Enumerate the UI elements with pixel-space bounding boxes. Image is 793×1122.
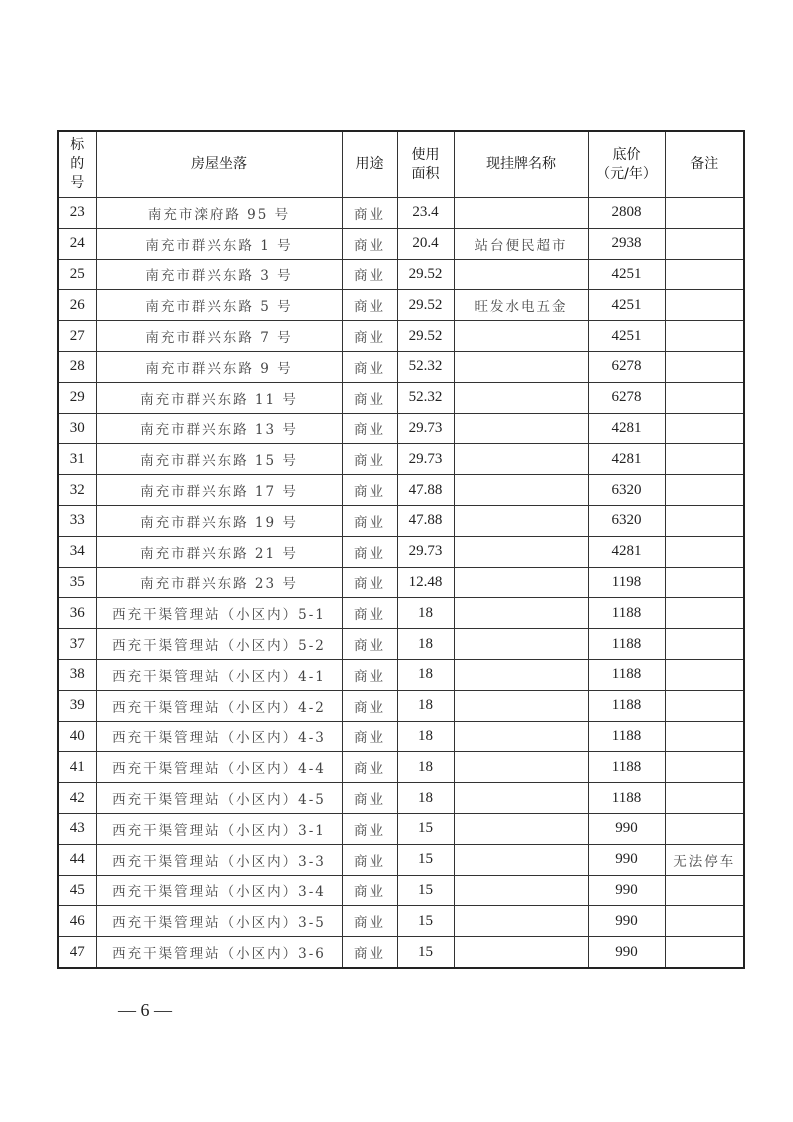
table-row	[58, 937, 744, 968]
table-row	[58, 505, 744, 536]
table-row	[58, 444, 744, 475]
table-row	[58, 536, 744, 567]
cell-use: 商业	[342, 444, 397, 475]
cell-note	[665, 937, 744, 968]
cell-no: 27	[58, 321, 96, 352]
cell-price: 1188	[588, 598, 665, 629]
cell-price: 4281	[588, 444, 665, 475]
cell-no: 35	[58, 567, 96, 598]
cell-price: 1188	[588, 659, 665, 690]
cell-use: 商业	[342, 875, 397, 906]
cell-no: 45	[58, 875, 96, 906]
cell-address: 西充干渠管理站（小区内）3-5	[96, 906, 342, 937]
cell-area: 12.48	[397, 567, 454, 598]
cell-use: 商业	[342, 844, 397, 875]
cell-address: 西充干渠管理站（小区内）3-6	[96, 937, 342, 968]
cell-use: 商业	[342, 567, 397, 598]
property-table	[57, 130, 745, 969]
table-row	[58, 721, 744, 752]
cell-note	[665, 567, 744, 598]
cell-sign	[454, 937, 588, 968]
cell-no: 37	[58, 629, 96, 660]
cell-area: 18	[397, 598, 454, 629]
cell-area: 20.4	[397, 228, 454, 259]
table-row	[58, 813, 744, 844]
cell-price: 1188	[588, 783, 665, 814]
cell-address: 南充市群兴东路 13 号	[96, 413, 342, 444]
cell-use: 商业	[342, 382, 397, 413]
cell-area: 15	[397, 844, 454, 875]
cell-no: 42	[58, 783, 96, 814]
table-row	[58, 875, 744, 906]
cell-no: 29	[58, 382, 96, 413]
cell-area: 18	[397, 752, 454, 783]
table-row	[58, 629, 744, 660]
table-row	[58, 906, 744, 937]
header-row	[58, 131, 744, 198]
cell-note	[665, 290, 744, 321]
cell-note	[665, 752, 744, 783]
cell-note	[665, 444, 744, 475]
cell-no: 25	[58, 259, 96, 290]
cell-sign	[454, 259, 588, 290]
cell-note	[665, 629, 744, 660]
cell-note	[665, 813, 744, 844]
cell-use: 商业	[342, 937, 397, 968]
header-address: 房屋坐落	[96, 131, 342, 198]
cell-sign	[454, 567, 588, 598]
cell-no: 43	[58, 813, 96, 844]
cell-price: 1188	[588, 721, 665, 752]
cell-price: 990	[588, 937, 665, 968]
cell-no: 41	[58, 752, 96, 783]
cell-no: 23	[58, 198, 96, 229]
cell-address: 西充干渠管理站（小区内）4-4	[96, 752, 342, 783]
cell-no: 47	[58, 937, 96, 968]
cell-address: 南充市群兴东路 17 号	[96, 475, 342, 506]
cell-address: 西充干渠管理站（小区内）3-3	[96, 844, 342, 875]
cell-address: 西充干渠管理站（小区内）4-1	[96, 659, 342, 690]
cell-area: 18	[397, 690, 454, 721]
table-row	[58, 290, 744, 321]
table-row	[58, 382, 744, 413]
cell-use: 商业	[342, 906, 397, 937]
cell-address: 南充市群兴东路 15 号	[96, 444, 342, 475]
cell-no: 38	[58, 659, 96, 690]
cell-no: 40	[58, 721, 96, 752]
cell-address: 西充干渠管理站（小区内）3-1	[96, 813, 342, 844]
cell-address: 南充市群兴东路 9 号	[96, 351, 342, 382]
cell-area: 18	[397, 721, 454, 752]
table-row	[58, 844, 744, 875]
cell-price: 990	[588, 813, 665, 844]
cell-use: 商业	[342, 351, 397, 382]
cell-address: 西充干渠管理站（小区内）5-2	[96, 629, 342, 660]
cell-no: 26	[58, 290, 96, 321]
cell-sign	[454, 475, 588, 506]
cell-area: 52.32	[397, 351, 454, 382]
cell-no: 28	[58, 351, 96, 382]
cell-use: 商业	[342, 752, 397, 783]
cell-use: 商业	[342, 629, 397, 660]
cell-use: 商业	[342, 228, 397, 259]
cell-price: 990	[588, 844, 665, 875]
cell-address: 南充市滦府路 95 号	[96, 198, 342, 229]
cell-use: 商业	[342, 721, 397, 752]
cell-note	[665, 536, 744, 567]
cell-price: 1198	[588, 567, 665, 598]
cell-address: 西充干渠管理站（小区内）4-3	[96, 721, 342, 752]
header-price	[588, 131, 665, 198]
header-area-line: 面积	[411, 165, 440, 182]
header-no-line: 号	[70, 175, 85, 191]
cell-area: 29.52	[397, 259, 454, 290]
table-row	[58, 351, 744, 382]
cell-use: 商业	[342, 198, 397, 229]
cell-sign: 旺发水电五金	[454, 290, 588, 321]
table-row	[58, 228, 744, 259]
cell-area: 29.52	[397, 290, 454, 321]
cell-area: 15	[397, 813, 454, 844]
table-row	[58, 690, 744, 721]
cell-sign	[454, 844, 588, 875]
cell-price: 4251	[588, 290, 665, 321]
cell-note	[665, 382, 744, 413]
cell-use: 商业	[342, 690, 397, 721]
table-body	[58, 198, 744, 968]
header-sign: 现挂牌名称	[454, 131, 588, 198]
cell-sign	[454, 598, 588, 629]
cell-note	[665, 351, 744, 382]
header-area	[397, 131, 454, 198]
page-number: — 6 —	[118, 1000, 172, 1020]
cell-area: 47.88	[397, 475, 454, 506]
cell-no: 30	[58, 413, 96, 444]
cell-no: 31	[58, 444, 96, 475]
cell-no: 34	[58, 536, 96, 567]
cell-note	[665, 198, 744, 229]
cell-price: 4281	[588, 536, 665, 567]
table-row	[58, 598, 744, 629]
header-price-line: 底价	[612, 146, 641, 163]
cell-area: 18	[397, 629, 454, 660]
cell-note	[665, 690, 744, 721]
cell-sign	[454, 752, 588, 783]
cell-use: 商业	[342, 259, 397, 290]
cell-address: 南充市群兴东路 11 号	[96, 382, 342, 413]
cell-note	[665, 906, 744, 937]
cell-area: 52.32	[397, 382, 454, 413]
cell-sign	[454, 321, 588, 352]
cell-area: 29.52	[397, 321, 454, 352]
cell-sign	[454, 690, 588, 721]
table-row	[58, 783, 744, 814]
cell-sign	[454, 721, 588, 752]
cell-address: 南充市群兴东路 3 号	[96, 259, 342, 290]
cell-area: 29.73	[397, 444, 454, 475]
cell-address: 南充市群兴东路 23 号	[96, 567, 342, 598]
cell-sign	[454, 813, 588, 844]
cell-price: 1188	[588, 629, 665, 660]
cell-price: 990	[588, 906, 665, 937]
cell-sign	[454, 875, 588, 906]
cell-price: 4281	[588, 413, 665, 444]
header-note: 备注	[665, 131, 744, 198]
cell-area: 15	[397, 906, 454, 937]
cell-use: 商业	[342, 290, 397, 321]
cell-address: 南充市群兴东路 5 号	[96, 290, 342, 321]
cell-no: 36	[58, 598, 96, 629]
cell-price: 4251	[588, 259, 665, 290]
cell-note	[665, 875, 744, 906]
cell-use: 商业	[342, 505, 397, 536]
table-row	[58, 567, 744, 598]
cell-note	[665, 659, 744, 690]
cell-area: 29.73	[397, 536, 454, 567]
table-row	[58, 259, 744, 290]
cell-price: 990	[588, 875, 665, 906]
cell-note	[665, 505, 744, 536]
cell-no: 24	[58, 228, 96, 259]
cell-sign	[454, 629, 588, 660]
table-row	[58, 321, 744, 352]
cell-area: 47.88	[397, 505, 454, 536]
cell-price: 1188	[588, 752, 665, 783]
header-no-line: 的	[70, 156, 85, 172]
cell-price: 6278	[588, 382, 665, 413]
table-row	[58, 475, 744, 506]
cell-note: 无法停车	[665, 844, 744, 875]
cell-note	[665, 721, 744, 752]
cell-address: 南充市群兴东路 21 号	[96, 536, 342, 567]
cell-price: 2808	[588, 198, 665, 229]
cell-sign	[454, 659, 588, 690]
cell-use: 商业	[342, 598, 397, 629]
cell-address: 西充干渠管理站（小区内）5-1	[96, 598, 342, 629]
cell-address: 西充干渠管理站（小区内）4-2	[96, 690, 342, 721]
cell-use: 商业	[342, 659, 397, 690]
cell-use: 商业	[342, 413, 397, 444]
cell-sign	[454, 505, 588, 536]
cell-price: 4251	[588, 321, 665, 352]
cell-sign	[454, 351, 588, 382]
cell-note	[665, 598, 744, 629]
cell-price: 6278	[588, 351, 665, 382]
cell-use: 商业	[342, 813, 397, 844]
cell-no: 44	[58, 844, 96, 875]
cell-note	[665, 259, 744, 290]
header-price-line: （元/年）	[596, 165, 657, 182]
cell-sign	[454, 906, 588, 937]
cell-use: 商业	[342, 783, 397, 814]
cell-address: 南充市群兴东路 19 号	[96, 505, 342, 536]
table-row	[58, 659, 744, 690]
cell-use: 商业	[342, 321, 397, 352]
cell-note	[665, 413, 744, 444]
cell-price: 1188	[588, 690, 665, 721]
cell-address: 西充干渠管理站（小区内）3-4	[96, 875, 342, 906]
cell-no: 46	[58, 906, 96, 937]
cell-no: 39	[58, 690, 96, 721]
cell-no: 33	[58, 505, 96, 536]
table-row	[58, 198, 744, 229]
cell-price: 6320	[588, 505, 665, 536]
cell-no: 32	[58, 475, 96, 506]
table-row	[58, 413, 744, 444]
cell-area: 15	[397, 937, 454, 968]
cell-use: 商业	[342, 475, 397, 506]
cell-area: 29.73	[397, 413, 454, 444]
header-no	[58, 131, 96, 198]
cell-sign	[454, 444, 588, 475]
cell-use: 商业	[342, 536, 397, 567]
cell-note	[665, 321, 744, 352]
cell-price: 2938	[588, 228, 665, 259]
cell-sign	[454, 536, 588, 567]
header-use: 用途	[342, 131, 397, 198]
cell-note	[665, 783, 744, 814]
cell-address: 南充市群兴东路 1 号	[96, 228, 342, 259]
cell-sign: 站台便民超市	[454, 228, 588, 259]
cell-area: 15	[397, 875, 454, 906]
cell-sign	[454, 382, 588, 413]
cell-area: 23.4	[397, 198, 454, 229]
cell-address: 西充干渠管理站（小区内）4-5	[96, 783, 342, 814]
cell-price: 6320	[588, 475, 665, 506]
cell-sign	[454, 198, 588, 229]
cell-note	[665, 228, 744, 259]
table-row	[58, 752, 744, 783]
header-no-line: 标	[70, 137, 85, 153]
cell-sign	[454, 413, 588, 444]
header-area-line: 使用	[411, 146, 440, 163]
cell-sign	[454, 783, 588, 814]
cell-note	[665, 475, 744, 506]
cell-address: 南充市群兴东路 7 号	[96, 321, 342, 352]
cell-area: 18	[397, 783, 454, 814]
cell-area: 18	[397, 659, 454, 690]
